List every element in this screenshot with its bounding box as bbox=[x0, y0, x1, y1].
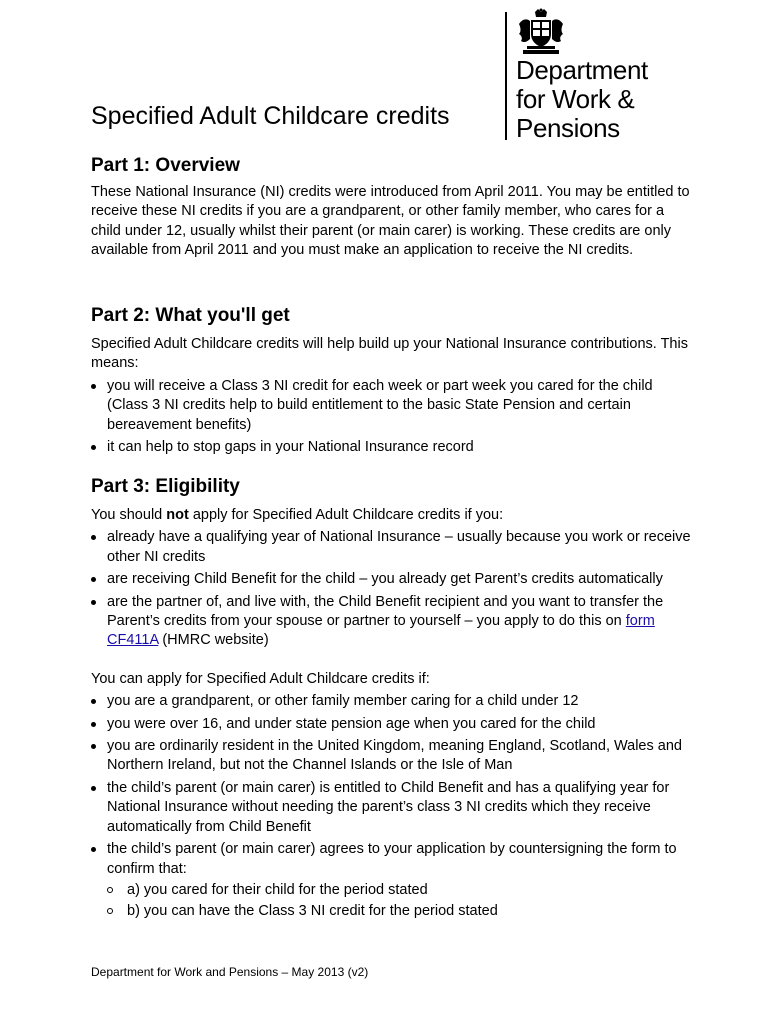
part-2-intro: Specified Adult Childcare credits will help build up your National Insurance contributions. This means: bbox=[91, 336, 688, 372]
department-line-3: Pensions bbox=[516, 113, 620, 143]
intro-text: You should bbox=[91, 507, 167, 523]
hollow-bullet-icon bbox=[107, 908, 113, 914]
part-1-heading: Part 1: Overview bbox=[91, 155, 240, 176]
list-item bbox=[91, 715, 691, 734]
list-item bbox=[91, 840, 691, 922]
bullet-icon bbox=[91, 786, 96, 791]
list-item bbox=[91, 377, 691, 435]
not-apply-list bbox=[91, 528, 691, 650]
list-item-text: you will receive a Class 3 NI credit for each week or part week you cared for the child (Class 3 NI credits help to build entitlement to the basic State Pension and certain bereavement benefits) bbox=[107, 377, 653, 433]
form-cf411a-link[interactable]: form CF411A bbox=[107, 613, 655, 649]
department-name bbox=[516, 56, 648, 143]
sub-list-item bbox=[107, 902, 691, 921]
bullet-icon bbox=[91, 600, 96, 605]
list-item bbox=[91, 570, 691, 589]
emphasis-not: not bbox=[166, 507, 189, 523]
list-item-text: are the partner of, and live with, the Child Benefit recipient and you want to transfer the Parent’s credits from your spouse or partner to yourself – you apply to do this on bbox=[107, 593, 664, 630]
sub-list-item-text: a) you cared for their child for the period stated bbox=[127, 881, 428, 898]
document-title: Specified Adult Childcare credits bbox=[91, 102, 450, 130]
list-item-text: you are a grandparent, or other family member caring for a child under 12 bbox=[107, 693, 579, 710]
list-item bbox=[91, 438, 691, 457]
countersign-sub-list bbox=[107, 881, 691, 922]
bullet-icon bbox=[91, 384, 96, 389]
list-item bbox=[91, 528, 691, 567]
page-footer: Department for Work and Pensions – May 2013 (v2) bbox=[91, 965, 369, 979]
list-item-text: it can help to stop gaps in your National Insurance record bbox=[107, 439, 474, 456]
department-line-2: for Work & bbox=[516, 84, 635, 114]
dwp-logo bbox=[505, 8, 675, 143]
part-3-heading: Part 3: Eligibility bbox=[91, 476, 240, 497]
not-apply-intro bbox=[91, 506, 691, 525]
part-3-eligibility bbox=[91, 474, 691, 922]
list-item-text: you were over 16, and under state pension age when you cared for the child bbox=[107, 715, 596, 732]
bullet-icon bbox=[91, 699, 96, 704]
bullet-icon bbox=[91, 535, 96, 540]
list-item bbox=[91, 692, 691, 711]
list-item-text: are receiving Child Benefit for the child – you already get Parent’s credits automatically bbox=[107, 571, 663, 588]
department-line-1: Department bbox=[516, 55, 648, 85]
list-item-text: you are ordinarily resident in the United Kingdom, meaning England, Scotland, Wales and Northern Ireland, but not the Channel Islands or the Isle of Man bbox=[107, 738, 682, 774]
list-item-text: the child’s parent (or main carer) is entitled to Child Benefit and has a qualifying year for National Insurance without needing the parent’s class 3 NI credits which they receive automatically from Child Benefit bbox=[107, 779, 670, 835]
list-item bbox=[91, 779, 691, 837]
list-item bbox=[91, 737, 691, 776]
can-apply-list bbox=[91, 692, 691, 921]
sub-list-item bbox=[107, 881, 691, 900]
part-2-heading: Part 2: What you'll get bbox=[91, 305, 290, 326]
bullet-icon bbox=[91, 722, 96, 727]
bullet-icon bbox=[91, 577, 96, 582]
logo-divider bbox=[505, 12, 507, 140]
part-1-overview bbox=[91, 153, 691, 261]
bullet-icon bbox=[91, 744, 96, 749]
bullet-icon bbox=[91, 847, 96, 852]
royal-coat-of-arms-icon bbox=[515, 8, 567, 58]
list-item-text: (HMRC website) bbox=[158, 632, 269, 649]
part-2-what-youll-get bbox=[91, 303, 691, 457]
intro-text: apply for Specified Adult Childcare credits if you: bbox=[188, 507, 504, 523]
list-item-text: already have a qualifying year of National Insurance – usually because you work or receive other NI credits bbox=[107, 529, 691, 565]
hollow-bullet-icon bbox=[107, 887, 113, 893]
can-apply-intro: You can apply for Specified Adult Childcare credits if: bbox=[91, 670, 430, 687]
part-2-bullet-list bbox=[91, 377, 691, 458]
sub-list-item-text: b) you can have the Class 3 NI credit for the period stated bbox=[127, 903, 498, 920]
list-item bbox=[91, 593, 691, 651]
part-1-text: These National Insurance (NI) credits were introduced from April 2011. You may be entitled to receive these NI credits if you are a grandparent, or other family member, who cares for a child under 12, usually whilst their parent (or main carer) is working. These credits are only available from April 2011 and you must make an application to receive the NI credits. bbox=[91, 184, 690, 259]
bullet-icon bbox=[91, 445, 96, 450]
list-item-text: the child’s parent (or main carer) agrees to your application by countersigning the form to confirm that: bbox=[107, 841, 677, 877]
